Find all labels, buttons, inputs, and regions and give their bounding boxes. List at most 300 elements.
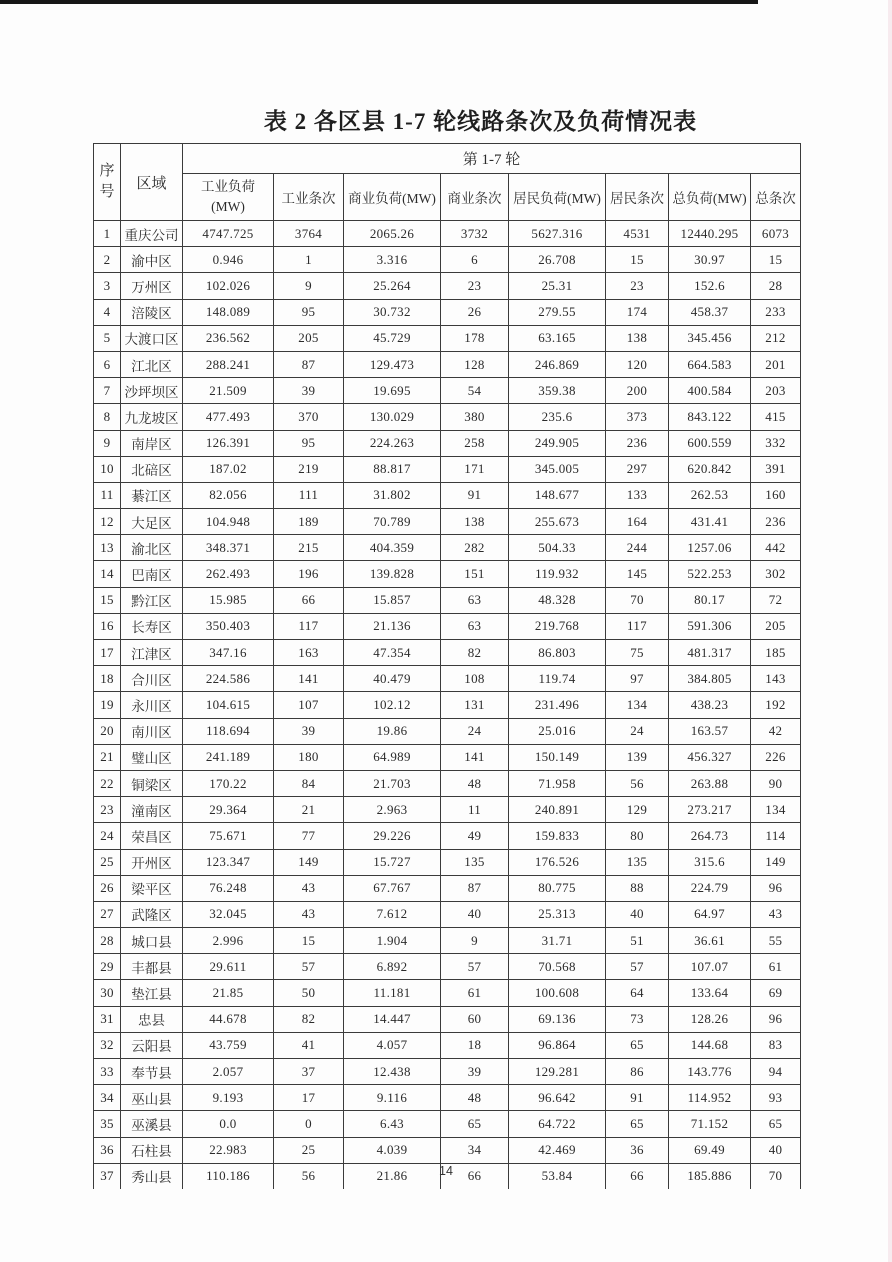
table-row [94, 770, 801, 796]
cell-serial: 7 [94, 378, 121, 404]
cell-serial: 13 [94, 535, 121, 561]
cell-value: 53.84 [509, 1163, 606, 1189]
cell-value: 171 [441, 456, 509, 482]
cell-value: 39 [274, 378, 344, 404]
header-serial: 序号 [94, 144, 121, 221]
cell-value: 56 [606, 770, 669, 796]
cell-value: 12.438 [344, 1059, 441, 1085]
cell-value: 141 [274, 666, 344, 692]
cell-serial: 22 [94, 770, 121, 796]
table-row [94, 351, 801, 377]
cell-value: 134 [606, 692, 669, 718]
cell-value: 6073 [751, 221, 801, 247]
cell-region: 渝中区 [121, 247, 183, 273]
cell-value: 83 [751, 1032, 801, 1058]
cell-value: 23 [606, 273, 669, 299]
cell-value: 241.189 [183, 744, 274, 770]
cell-value: 522.253 [669, 561, 751, 587]
cell-value: 288.241 [183, 351, 274, 377]
cell-value: 315.6 [669, 849, 751, 875]
cell-value: 149 [751, 849, 801, 875]
cell-value: 359.38 [509, 378, 606, 404]
cell-value: 87 [441, 875, 509, 901]
cell-value: 196 [274, 561, 344, 587]
cell-value: 36.61 [669, 928, 751, 954]
header-col-1: 工业负荷 (MW) [183, 174, 274, 221]
table-row [94, 901, 801, 927]
cell-value: 144.68 [669, 1032, 751, 1058]
cell-region: 江津区 [121, 640, 183, 666]
cell-serial: 4 [94, 299, 121, 325]
table-row [94, 587, 801, 613]
cell-value: 200 [606, 378, 669, 404]
cell-value: 77 [274, 823, 344, 849]
table-row [94, 1059, 801, 1085]
cell-value: 34 [441, 1137, 509, 1163]
cell-value: 201 [751, 351, 801, 377]
cell-value: 297 [606, 456, 669, 482]
header-col-2: 工业条次 [274, 174, 344, 221]
cell-value: 41 [274, 1032, 344, 1058]
cell-value: 442 [751, 535, 801, 561]
cell-value: 163.57 [669, 718, 751, 744]
cell-value: 477.493 [183, 404, 274, 430]
cell-value: 88 [606, 875, 669, 901]
cell-value: 55 [751, 928, 801, 954]
cell-value: 18 [441, 1032, 509, 1058]
cell-value: 93 [751, 1085, 801, 1111]
cell-value: 31.71 [509, 928, 606, 954]
cell-value: 178 [441, 325, 509, 351]
cell-value: 75 [606, 640, 669, 666]
cell-region: 丰都县 [121, 954, 183, 980]
cell-value: 163 [274, 640, 344, 666]
cell-value: 6 [441, 247, 509, 273]
cell-value: 70 [751, 1163, 801, 1189]
cell-value: 273.217 [669, 797, 751, 823]
cell-value: 128.26 [669, 1006, 751, 1032]
cell-value: 75.671 [183, 823, 274, 849]
cell-value: 380 [441, 404, 509, 430]
cell-value: 48.328 [509, 587, 606, 613]
cell-region: 渝北区 [121, 535, 183, 561]
cell-value: 2.057 [183, 1059, 274, 1085]
cell-value: 69.136 [509, 1006, 606, 1032]
cell-region: 永川区 [121, 692, 183, 718]
cell-value: 80 [606, 823, 669, 849]
cell-value: 36 [606, 1137, 669, 1163]
cell-value: 29.226 [344, 823, 441, 849]
header-round-group: 第 1-7 轮 [183, 144, 801, 174]
cell-value: 56 [274, 1163, 344, 1189]
cell-value: 415 [751, 404, 801, 430]
cell-value: 384.805 [669, 666, 751, 692]
header-col-8: 总条次 [751, 174, 801, 221]
table-row [94, 849, 801, 875]
cell-value: 203 [751, 378, 801, 404]
table-row [94, 613, 801, 639]
cell-value: 141 [441, 744, 509, 770]
table-row [94, 744, 801, 770]
cell-value: 9.116 [344, 1085, 441, 1111]
cell-value: 235.6 [509, 404, 606, 430]
cell-serial: 32 [94, 1032, 121, 1058]
cell-value: 21 [274, 797, 344, 823]
cell-value: 57 [441, 954, 509, 980]
cell-serial: 6 [94, 351, 121, 377]
table-row [94, 1032, 801, 1058]
table-row [94, 1111, 801, 1137]
cell-value: 9.193 [183, 1085, 274, 1111]
cell-value: 244 [606, 535, 669, 561]
cell-value: 51 [606, 928, 669, 954]
header-col-3: 商业负荷(MW) [344, 174, 441, 221]
cell-value: 40 [441, 901, 509, 927]
cell-serial: 35 [94, 1111, 121, 1137]
cell-value: 86 [606, 1059, 669, 1085]
cell-value: 205 [274, 325, 344, 351]
cell-value: 143 [751, 666, 801, 692]
cell-value: 600.559 [669, 430, 751, 456]
cell-value: 63.165 [509, 325, 606, 351]
cell-serial: 9 [94, 430, 121, 456]
cell-value: 282 [441, 535, 509, 561]
table-row [94, 325, 801, 351]
cell-value: 111 [274, 482, 344, 508]
cell-value: 57 [274, 954, 344, 980]
cell-value: 1 [274, 247, 344, 273]
cell-value: 236 [751, 509, 801, 535]
cell-serial: 11 [94, 482, 121, 508]
cell-value: 91 [606, 1085, 669, 1111]
cell-region: 璧山区 [121, 744, 183, 770]
cell-value: 164 [606, 509, 669, 535]
cell-value: 15.857 [344, 587, 441, 613]
cell-value: 456.327 [669, 744, 751, 770]
cell-value: 25.264 [344, 273, 441, 299]
cell-value: 73 [606, 1006, 669, 1032]
cell-value: 159.833 [509, 823, 606, 849]
table-row [94, 1085, 801, 1111]
cell-value: 21.509 [183, 378, 274, 404]
cell-value: 76.248 [183, 875, 274, 901]
table-row [94, 640, 801, 666]
cell-value: 15 [751, 247, 801, 273]
cell-value: 350.403 [183, 613, 274, 639]
cell-value: 236 [606, 430, 669, 456]
cell-value: 118.694 [183, 718, 274, 744]
cell-value: 129.473 [344, 351, 441, 377]
cell-serial: 30 [94, 980, 121, 1006]
cell-value: 180 [274, 744, 344, 770]
table-row [94, 954, 801, 980]
cell-value: 12440.295 [669, 221, 751, 247]
cell-value: 11.181 [344, 980, 441, 1006]
header-col-4: 商业条次 [441, 174, 509, 221]
cell-serial: 2 [94, 247, 121, 273]
cell-value: 135 [441, 849, 509, 875]
cell-region: 荣昌区 [121, 823, 183, 849]
cell-value: 64 [606, 980, 669, 1006]
cell-value: 40 [606, 901, 669, 927]
cell-value: 45.729 [344, 325, 441, 351]
cell-value: 67.767 [344, 875, 441, 901]
cell-value: 107 [274, 692, 344, 718]
cell-value: 43 [274, 901, 344, 927]
cell-value: 258 [441, 430, 509, 456]
cell-value: 504.33 [509, 535, 606, 561]
cell-serial: 34 [94, 1085, 121, 1111]
cell-value: 373 [606, 404, 669, 430]
cell-region: 奉节县 [121, 1059, 183, 1085]
cell-value: 400.584 [669, 378, 751, 404]
cell-value: 88.817 [344, 456, 441, 482]
cell-value: 370 [274, 404, 344, 430]
cell-value: 95 [274, 299, 344, 325]
cell-value: 63 [441, 587, 509, 613]
cell-value: 96 [751, 1006, 801, 1032]
cell-value: 31.802 [344, 482, 441, 508]
cell-value: 255.673 [509, 509, 606, 535]
cell-value: 4.057 [344, 1032, 441, 1058]
page-number: 14 [439, 1164, 453, 1178]
cell-value: 65 [751, 1111, 801, 1137]
cell-value: 192 [751, 692, 801, 718]
cell-value: 15.727 [344, 849, 441, 875]
cell-region: 綦江区 [121, 482, 183, 508]
cell-value: 64.97 [669, 901, 751, 927]
cell-value: 9 [274, 273, 344, 299]
cell-value: 44.678 [183, 1006, 274, 1032]
cell-value: 82.056 [183, 482, 274, 508]
cell-value: 7.612 [344, 901, 441, 927]
cell-value: 263.88 [669, 770, 751, 796]
cell-value: 1.904 [344, 928, 441, 954]
cell-value: 2065.26 [344, 221, 441, 247]
cell-region: 铜梁区 [121, 770, 183, 796]
cell-value: 117 [606, 613, 669, 639]
cell-value: 91 [441, 482, 509, 508]
table-row [94, 1137, 801, 1163]
cell-value: 133 [606, 482, 669, 508]
cell-value: 4531 [606, 221, 669, 247]
cell-value: 0.0 [183, 1111, 274, 1137]
cell-value: 29.364 [183, 797, 274, 823]
cell-value: 21.703 [344, 770, 441, 796]
cell-value: 231.496 [509, 692, 606, 718]
cell-value: 87 [274, 351, 344, 377]
cell-value: 30.97 [669, 247, 751, 273]
cell-value: 57 [606, 954, 669, 980]
cell-serial: 27 [94, 901, 121, 927]
table-row [94, 875, 801, 901]
cell-value: 438.23 [669, 692, 751, 718]
scan-edge-top-artifact [0, 0, 758, 4]
cell-value: 119.932 [509, 561, 606, 587]
cell-value: 664.583 [669, 351, 751, 377]
cell-value: 0 [274, 1111, 344, 1137]
cell-region: 长寿区 [121, 613, 183, 639]
table-row [94, 404, 801, 430]
table-row [94, 378, 801, 404]
cell-region: 大足区 [121, 509, 183, 535]
cell-value: 187.02 [183, 456, 274, 482]
cell-value: 50 [274, 980, 344, 1006]
cell-value: 80.775 [509, 875, 606, 901]
cell-value: 19.695 [344, 378, 441, 404]
cell-value: 233 [751, 299, 801, 325]
cell-value: 226 [751, 744, 801, 770]
cell-value: 148.089 [183, 299, 274, 325]
cell-value: 19.86 [344, 718, 441, 744]
cell-value: 24 [606, 718, 669, 744]
cell-value: 236.562 [183, 325, 274, 351]
cell-value: 160 [751, 482, 801, 508]
cell-value: 224.263 [344, 430, 441, 456]
cell-value: 49 [441, 823, 509, 849]
scan-edge-right-artifact [888, 0, 892, 1262]
cell-value: 25 [274, 1137, 344, 1163]
table-row [94, 980, 801, 1006]
cell-value: 28 [751, 273, 801, 299]
cell-serial: 19 [94, 692, 121, 718]
cell-value: 64.989 [344, 744, 441, 770]
cell-value: 219 [274, 456, 344, 482]
cell-value: 126.391 [183, 430, 274, 456]
cell-value: 42 [751, 718, 801, 744]
cell-value: 104.948 [183, 509, 274, 535]
cell-value: 71.152 [669, 1111, 751, 1137]
cell-value: 65 [606, 1111, 669, 1137]
cell-value: 80.17 [669, 587, 751, 613]
cell-value: 150.149 [509, 744, 606, 770]
cell-value: 114.952 [669, 1085, 751, 1111]
cell-value: 37 [274, 1059, 344, 1085]
cell-region: 北碚区 [121, 456, 183, 482]
cell-value: 86.803 [509, 640, 606, 666]
cell-serial: 24 [94, 823, 121, 849]
cell-region: 忠县 [121, 1006, 183, 1032]
cell-serial: 25 [94, 849, 121, 875]
cell-value: 26 [441, 299, 509, 325]
cell-value: 104.615 [183, 692, 274, 718]
table-row [94, 299, 801, 325]
cell-region: 石柱县 [121, 1137, 183, 1163]
cell-value: 102.12 [344, 692, 441, 718]
cell-value: 29.611 [183, 954, 274, 980]
cell-region: 黔江区 [121, 587, 183, 613]
cell-value: 143.776 [669, 1059, 751, 1085]
cell-serial: 15 [94, 587, 121, 613]
cell-value: 205 [751, 613, 801, 639]
cell-region: 南岸区 [121, 430, 183, 456]
cell-value: 61 [751, 954, 801, 980]
cell-serial: 1 [94, 221, 121, 247]
cell-value: 185 [751, 640, 801, 666]
header-col-5: 居民负荷(MW) [509, 174, 606, 221]
cell-value: 176.526 [509, 849, 606, 875]
cell-value: 11 [441, 797, 509, 823]
cell-value: 43 [274, 875, 344, 901]
cell-region: 武隆区 [121, 901, 183, 927]
cell-value: 134 [751, 797, 801, 823]
cell-region: 沙坪坝区 [121, 378, 183, 404]
cell-serial: 21 [94, 744, 121, 770]
cell-value: 215 [274, 535, 344, 561]
cell-serial: 10 [94, 456, 121, 482]
cell-value: 4.039 [344, 1137, 441, 1163]
cell-region: 巫溪县 [121, 1111, 183, 1137]
cell-value: 63 [441, 613, 509, 639]
cell-region: 涪陵区 [121, 299, 183, 325]
cell-value: 108 [441, 666, 509, 692]
cell-value: 170.22 [183, 770, 274, 796]
cell-value: 102.026 [183, 273, 274, 299]
cell-value: 25.313 [509, 901, 606, 927]
cell-value: 129.281 [509, 1059, 606, 1085]
cell-value: 39 [441, 1059, 509, 1085]
cell-value: 348.371 [183, 535, 274, 561]
cell-value: 262.493 [183, 561, 274, 587]
table-row [94, 273, 801, 299]
cell-value: 620.842 [669, 456, 751, 482]
cell-serial: 33 [94, 1059, 121, 1085]
cell-value: 129 [606, 797, 669, 823]
cell-value: 48 [441, 770, 509, 796]
table-row [94, 718, 801, 744]
cell-value: 65 [606, 1032, 669, 1058]
cell-value: 219.768 [509, 613, 606, 639]
cell-value: 94 [751, 1059, 801, 1085]
cell-value: 185.886 [669, 1163, 751, 1189]
cell-value: 133.64 [669, 980, 751, 1006]
cell-serial: 31 [94, 1006, 121, 1032]
cell-value: 21.85 [183, 980, 274, 1006]
cell-value: 6.892 [344, 954, 441, 980]
cell-region: 垫江县 [121, 980, 183, 1006]
cell-value: 82 [274, 1006, 344, 1032]
cell-region: 重庆公司 [121, 221, 183, 247]
cell-serial: 36 [94, 1137, 121, 1163]
table-header [94, 144, 801, 221]
cell-value: 139.828 [344, 561, 441, 587]
cell-value: 189 [274, 509, 344, 535]
cell-value: 174 [606, 299, 669, 325]
cell-value: 119.74 [509, 666, 606, 692]
table-row [94, 509, 801, 535]
cell-value: 96.642 [509, 1085, 606, 1111]
cell-value: 47.354 [344, 640, 441, 666]
cell-value: 15.985 [183, 587, 274, 613]
cell-region: 秀山县 [121, 1163, 183, 1189]
table-row [94, 535, 801, 561]
cell-serial: 37 [94, 1163, 121, 1189]
cell-value: 95 [274, 430, 344, 456]
cell-value: 6.43 [344, 1111, 441, 1137]
table-row [94, 797, 801, 823]
header-region: 区域 [121, 144, 183, 221]
cell-value: 84 [274, 770, 344, 796]
cell-value: 2.996 [183, 928, 274, 954]
cell-value: 15 [274, 928, 344, 954]
cell-value: 332 [751, 430, 801, 456]
cell-value: 110.186 [183, 1163, 274, 1189]
cell-value: 131 [441, 692, 509, 718]
cell-value: 66 [441, 1163, 509, 1189]
cell-serial: 12 [94, 509, 121, 535]
cell-value: 431.41 [669, 509, 751, 535]
cell-region: 梁平区 [121, 875, 183, 901]
